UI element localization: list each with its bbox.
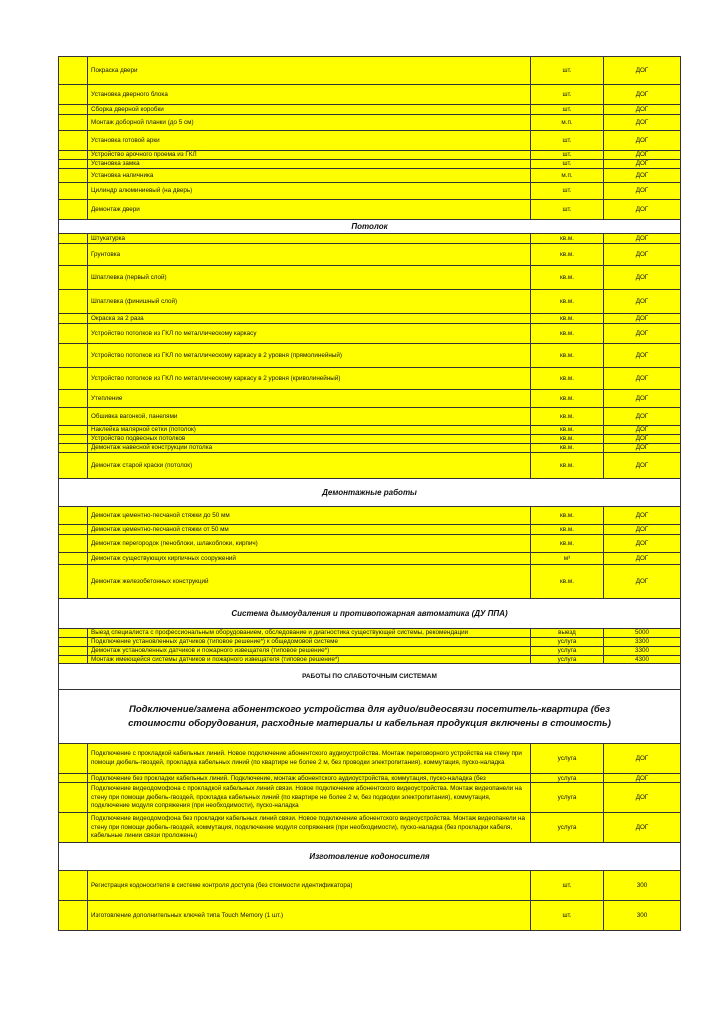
work-name: Подключение установленных датчиков (типовое решение*) к общедомовой системе bbox=[88, 637, 531, 646]
table-row bbox=[59, 435, 681, 444]
table-row bbox=[59, 655, 681, 664]
work-unit: шт. bbox=[531, 183, 604, 200]
work-unit: кв.м. bbox=[531, 435, 604, 444]
table-row bbox=[59, 57, 681, 85]
work-price: ДОГ bbox=[604, 85, 681, 105]
work-name: Установка дверного блока bbox=[88, 85, 531, 105]
section-header-row bbox=[59, 479, 681, 507]
work-name: Изготовление дополнительных ключей типа Touch Memory (1 шт.) bbox=[88, 901, 531, 931]
work-unit: выезд bbox=[531, 629, 604, 638]
work-price: ДОГ bbox=[604, 160, 681, 169]
work-price: ДОГ bbox=[604, 426, 681, 435]
work-unit: кв.м. bbox=[531, 244, 604, 266]
table-row bbox=[59, 783, 681, 813]
work-price: ДОГ bbox=[604, 266, 681, 290]
section-header-row bbox=[59, 843, 681, 871]
work-name: Монтаж имеющейся системы датчиков и пожарного извещателя (типовое решение*) bbox=[88, 655, 531, 664]
work-name: Демонтаж старой краски (потолок) bbox=[88, 453, 531, 479]
work-name: Цилиндр алюминиевый (на дверь) bbox=[88, 183, 531, 200]
table-row bbox=[59, 444, 681, 453]
work-price: ДОГ bbox=[604, 115, 681, 131]
work-unit: шт. bbox=[531, 105, 604, 115]
work-name: Обшивка вагонкой, панелями bbox=[88, 408, 531, 426]
work-unit: кв.м. bbox=[531, 565, 604, 599]
work-price: 5000 bbox=[604, 629, 681, 638]
work-name: Наклейка малярной сетки (потолок) bbox=[88, 426, 531, 435]
work-name: Покраска двери bbox=[88, 57, 531, 85]
table-row bbox=[59, 314, 681, 324]
work-unit: кв.м. bbox=[531, 344, 604, 368]
work-name: Подключение без прокладки кабельных линий. Подключение, монтаж абонентского аудиоустройства, коммутация, пуско-наладка (без bbox=[88, 774, 531, 783]
work-unit: шт. bbox=[531, 160, 604, 169]
work-price: ДОГ bbox=[604, 525, 681, 535]
work-price: ДОГ bbox=[604, 783, 681, 813]
table-row bbox=[59, 525, 681, 535]
work-unit: услуга bbox=[531, 637, 604, 646]
table-row bbox=[59, 813, 681, 843]
work-name: Демонтаж существующих кирпичных сооружений bbox=[88, 553, 531, 565]
work-price: 300 bbox=[604, 901, 681, 931]
work-price: ДОГ bbox=[604, 368, 681, 390]
work-price: ДОГ bbox=[604, 131, 681, 151]
work-price: ДОГ bbox=[604, 151, 681, 160]
table-row bbox=[59, 629, 681, 638]
table-row bbox=[59, 901, 681, 931]
section-header-row bbox=[59, 690, 681, 744]
table-row bbox=[59, 453, 681, 479]
work-price: ДОГ bbox=[604, 169, 681, 183]
work-unit: м.п. bbox=[531, 169, 604, 183]
table-row bbox=[59, 324, 681, 344]
work-unit: услуга bbox=[531, 774, 604, 783]
table-row bbox=[59, 151, 681, 160]
work-name: Установка замка bbox=[88, 160, 531, 169]
work-price: 3300 bbox=[604, 646, 681, 655]
work-unit: м.п. bbox=[531, 115, 604, 131]
section-title-ceiling: Потолок bbox=[59, 220, 681, 234]
work-name: Окраска за 2 раза bbox=[88, 314, 531, 324]
work-price: ДОГ bbox=[604, 314, 681, 324]
table-row bbox=[59, 266, 681, 290]
work-unit: шт. bbox=[531, 85, 604, 105]
work-unit: кв.м. bbox=[531, 408, 604, 426]
work-unit: кв.м. bbox=[531, 390, 604, 408]
work-name: Грунтовка bbox=[88, 244, 531, 266]
table-row bbox=[59, 871, 681, 901]
work-price: ДОГ bbox=[604, 444, 681, 453]
work-unit: услуга bbox=[531, 744, 604, 774]
table-row bbox=[59, 105, 681, 115]
work-price: ДОГ bbox=[604, 453, 681, 479]
work-unit: кв.м. bbox=[531, 324, 604, 344]
table-row bbox=[59, 553, 681, 565]
work-unit: кв.м. bbox=[531, 507, 604, 525]
table-row bbox=[59, 535, 681, 553]
work-unit: шт. bbox=[531, 131, 604, 151]
work-name: Устройство потолков из ГКЛ по металлическому каркасу в 2 уровня (криволинейный) bbox=[88, 368, 531, 390]
work-price: 3300 bbox=[604, 637, 681, 646]
work-name: Утепление bbox=[88, 390, 531, 408]
table-row bbox=[59, 200, 681, 220]
work-name: Устройство потолков из ГКЛ по металлическому каркасу в 2 уровня (прямолинейный) bbox=[88, 344, 531, 368]
work-unit: шт. bbox=[531, 200, 604, 220]
work-price: ДОГ bbox=[604, 435, 681, 444]
table-row bbox=[59, 115, 681, 131]
work-name: Демонтаж навесной конструкции потолка bbox=[88, 444, 531, 453]
work-price: ДОГ bbox=[604, 290, 681, 314]
work-price: ДОГ bbox=[604, 744, 681, 774]
work-name: Шпатлевка (финишный слой) bbox=[88, 290, 531, 314]
work-name: Демонтаж цементно-песчаной стяжки до 50 мм bbox=[88, 507, 531, 525]
work-price: ДОГ bbox=[604, 244, 681, 266]
work-unit: кв.м. bbox=[531, 290, 604, 314]
table-row bbox=[59, 85, 681, 105]
price-list-sheet bbox=[58, 56, 658, 931]
work-price: ДОГ bbox=[604, 183, 681, 200]
work-name: Устройство подвесных потолков bbox=[88, 435, 531, 444]
work-price: 4300 bbox=[604, 655, 681, 664]
work-unit: кв.м. bbox=[531, 426, 604, 435]
work-unit: кв.м. bbox=[531, 266, 604, 290]
work-unit: кв.м. bbox=[531, 314, 604, 324]
work-price: ДОГ bbox=[604, 105, 681, 115]
work-name: Демонтаж установленных датчиков и пожарного извещателя (типовое решение*) bbox=[88, 646, 531, 655]
section-title-lowcurrent: РАБОТЫ ПО СЛАБОТОЧНЫМ СИСТЕМАМ bbox=[59, 664, 681, 690]
work-name: Демонтаж железобетонных конструкций bbox=[88, 565, 531, 599]
section-header-row bbox=[59, 220, 681, 234]
work-price: ДОГ bbox=[604, 324, 681, 344]
work-name: Устройство арочного проема из ГКЛ bbox=[88, 151, 531, 160]
work-name: Сборка дверной коробки bbox=[88, 105, 531, 115]
work-price: ДОГ bbox=[604, 408, 681, 426]
table-row bbox=[59, 507, 681, 525]
section-header-row bbox=[59, 664, 681, 690]
table-row bbox=[59, 426, 681, 435]
work-unit: шт. bbox=[531, 57, 604, 85]
work-unit: шт. bbox=[531, 871, 604, 901]
work-unit: м³ bbox=[531, 553, 604, 565]
work-name: Шпатлевка (первый слой) bbox=[88, 266, 531, 290]
table-row bbox=[59, 234, 681, 244]
work-unit: кв.м. bbox=[531, 453, 604, 479]
section-title-keys: Изготовление кодоносителя bbox=[59, 843, 681, 871]
work-name: Установка наличника bbox=[88, 169, 531, 183]
table-row bbox=[59, 646, 681, 655]
work-unit: кв.м. bbox=[531, 368, 604, 390]
work-unit: услуга bbox=[531, 646, 604, 655]
table-row bbox=[59, 131, 681, 151]
table-row bbox=[59, 637, 681, 646]
work-name: Подключение видеодомофона без прокладки кабельных линий связи. Новое подключение абонентского видеоустройства. Монтаж видеопанели на стену при помощи дюбель-гвоздей, коммутация, подключение модуля сопряжения (при необходимости), пуско-наладка (без прокладки кабеля, кабельные линии связи проложены) bbox=[88, 813, 531, 843]
table-row bbox=[59, 744, 681, 774]
table-row bbox=[59, 160, 681, 169]
work-unit: кв.м. bbox=[531, 535, 604, 553]
work-unit: услуга bbox=[531, 783, 604, 813]
work-name: Регистрация кодоносителя в системе контроля доступа (без стоимости идентификатора) bbox=[88, 871, 531, 901]
work-unit: шт. bbox=[531, 901, 604, 931]
table-row bbox=[59, 565, 681, 599]
work-price: ДОГ bbox=[604, 774, 681, 783]
table-row bbox=[59, 344, 681, 368]
work-name: Подключение видеодомофона с прокладкой кабельных линий связи. Новое подключение абонентского видеоустройства. Монтаж видеопанели на стену при помощи дюбель-гвоздей, прокладка кабельных линий (по квартире не более 2 м, без подводки электропитания), коммутация, подключение модуля сопряжения (при необходимости), пуско-наладка bbox=[88, 783, 531, 813]
section-title-demolition: Демонтажные работы bbox=[59, 479, 681, 507]
section-title-smoke: Система дымоудаления и противопожарная автоматика (ДУ ППА) bbox=[59, 599, 681, 629]
work-unit: кв.м. bbox=[531, 525, 604, 535]
work-name: Выезд специалиста с профессиональным оборудованием, обследование и диагностика существующей системы, рекомендации bbox=[88, 629, 531, 638]
work-unit: услуга bbox=[531, 813, 604, 843]
work-price: ДОГ bbox=[604, 390, 681, 408]
work-unit: услуга bbox=[531, 655, 604, 664]
work-unit: кв.м. bbox=[531, 444, 604, 453]
price-table bbox=[58, 56, 681, 931]
work-price: 300 bbox=[604, 871, 681, 901]
work-price: ДОГ bbox=[604, 57, 681, 85]
work-name: Штукатурка bbox=[88, 234, 531, 244]
work-unit: шт. bbox=[531, 151, 604, 160]
table-row bbox=[59, 169, 681, 183]
work-name: Устройство потолков из ГКЛ по металлическому каркасу bbox=[88, 324, 531, 344]
work-price: ДОГ bbox=[604, 234, 681, 244]
work-price: ДОГ bbox=[604, 553, 681, 565]
work-price: ДОГ bbox=[604, 535, 681, 553]
work-price: ДОГ bbox=[604, 344, 681, 368]
table-row bbox=[59, 368, 681, 390]
table-row bbox=[59, 774, 681, 783]
work-name: Установка готовой арки bbox=[88, 131, 531, 151]
work-name: Демонтаж перегородок (пеноблоки, шлакоблоки, кирпич) bbox=[88, 535, 531, 553]
work-price: ДОГ bbox=[604, 200, 681, 220]
work-name: Подключение с прокладкой кабельных линий. Новое подключение абонентского аудиоустройства. Монтаж переговорного устройства на стену при помощи дюбель-гвоздей, прокладка кабельных линий (по квартире не более 2 м, без проводки электропитания), коммутация, пуско-наладка bbox=[88, 744, 531, 774]
work-price: ДОГ bbox=[604, 565, 681, 599]
work-name: Демонтаж цементно-песчаной стяжки от 50 мм bbox=[88, 525, 531, 535]
work-name: Монтаж доборной планки (до 5 см) bbox=[88, 115, 531, 131]
work-price: ДОГ bbox=[604, 813, 681, 843]
table-row bbox=[59, 183, 681, 200]
work-unit: кв.м. bbox=[531, 234, 604, 244]
table-row bbox=[59, 390, 681, 408]
section-header-row bbox=[59, 599, 681, 629]
table-row bbox=[59, 290, 681, 314]
section-title-intercom: Подключение/замена абонентского устройства для аудио/видеосвязи посетитель-квартира (без стоимости оборудования, расходные материалы и кабельная продукция включены в стоимость) bbox=[59, 690, 681, 744]
table-row bbox=[59, 408, 681, 426]
work-name: Демонтаж двери bbox=[88, 200, 531, 220]
work-price: ДОГ bbox=[604, 507, 681, 525]
table-row bbox=[59, 244, 681, 266]
